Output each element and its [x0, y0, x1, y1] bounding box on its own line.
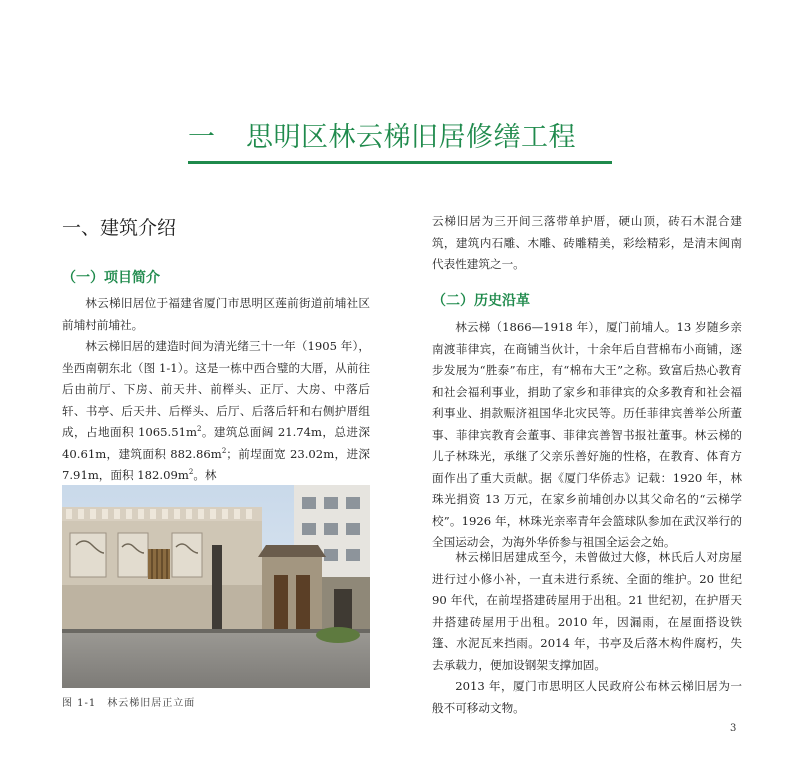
paragraph-construction-mid2: ；前埕面宽 23.02m，进深 7.91m，面积 182.09m [62, 446, 370, 482]
chapter-title [188, 118, 612, 158]
paragraph-construction-mid1: 。建筑总面阔 21.74m，总进深 40.61m，建筑面积 882.86m [62, 425, 371, 461]
page-number: 3 [730, 723, 737, 734]
superscript-2: 2 [196, 425, 202, 434]
paragraph-construction-lead: 林云梯旧居的建造时间为清光绪三十一年（1905 年），坐西南朝东北（图 1-1）。这是一栋中西合璧的大厝，从前往后由前厅、下房、前天井、前榉头、正厅、大房、中落后轩、书亭、后天井、后榉头、后厅、后落后轩和右侧护厝组成，占地面积 1065.51m [62, 339, 370, 439]
paragraph-building-features: 云梯旧居为三开间三落带单护厝，硬山顶，砖石木混合建筑，建筑内石雕、木雕、砖雕精美，彩绘精彩，是清末闽南代表性建筑之一。 [432, 214, 742, 271]
paragraph-heritage-status: 2013 年，厦门市思明区人民政府公布林云梯旧居为一般不可移动文物。 [432, 679, 742, 715]
subsection-heading-history: （二）历史沿革 [432, 293, 530, 309]
paragraph-biography: 林云梯（1866—1918 年），厦门前埔人。13 岁随乡亲南渡菲律宾，在商铺当伙计，十余年后自营棉布小商铺，逐步发展为“胜泰”布庄，有“棉布大王”之称。致富后热心教育和社会福利事业，捐助了家乡和菲律宾的众多教育和社会福利事业、捐款赈济祖国华北灾民等。历任菲律宾善举公所董事、菲律宾教育会董事、菲律宾善智书报社董事。林云梯的儿子林珠光，承继了父亲乐善好施的性格，在教育、体育方面作出了重大贡献。据《厦门华侨志》记载：1920 年，林珠光捐资 13 万元，在家乡前埔创办以其父命名的“云梯学校”。1926 年，林珠光亲率青年会篮球队参加在武汉举行的全国运动会，为海外华侨参与祖国全运会之始。 [432, 320, 742, 549]
paragraph-construction [62, 336, 370, 487]
chapter-title-underline [188, 161, 612, 164]
figure-caption: 图 1-1 林云梯旧居正立面 [62, 698, 196, 709]
chapter-number: 一 [188, 122, 216, 153]
paragraph-construction-end: 。林 [193, 468, 217, 482]
superscript-2: 2 [188, 468, 194, 477]
section-heading: 一、建筑介绍 [62, 217, 177, 239]
subsection-heading-intro: （一）项目简介 [62, 270, 160, 286]
paragraph-location: 林云梯旧居位于福建省厦门市思明区莲前街道前埔社区前埔村前埔社。 [62, 296, 370, 332]
building-facade-photo [62, 485, 370, 688]
chapter-title-text: 思明区林云梯旧居修缮工程 [246, 122, 576, 153]
superscript-2: 2 [221, 446, 227, 455]
paragraph-restoration-history: 林云梯旧居建成至今，未曾做过大修，林氏后人对房屋进行过小修小补，一直未进行系统、全面的维护。20 世纪 90 年代，在前埕搭建砖屋用于出租。21 世纪初，在护厝天井搭建砖屋用于出租。2010 年，因漏雨，在屋面搭设铁篷、水泥瓦来挡雨。2014 年，书亭及后落木构件腐朽，失去承载力，便加设钢架支撑加固。 [432, 550, 742, 672]
